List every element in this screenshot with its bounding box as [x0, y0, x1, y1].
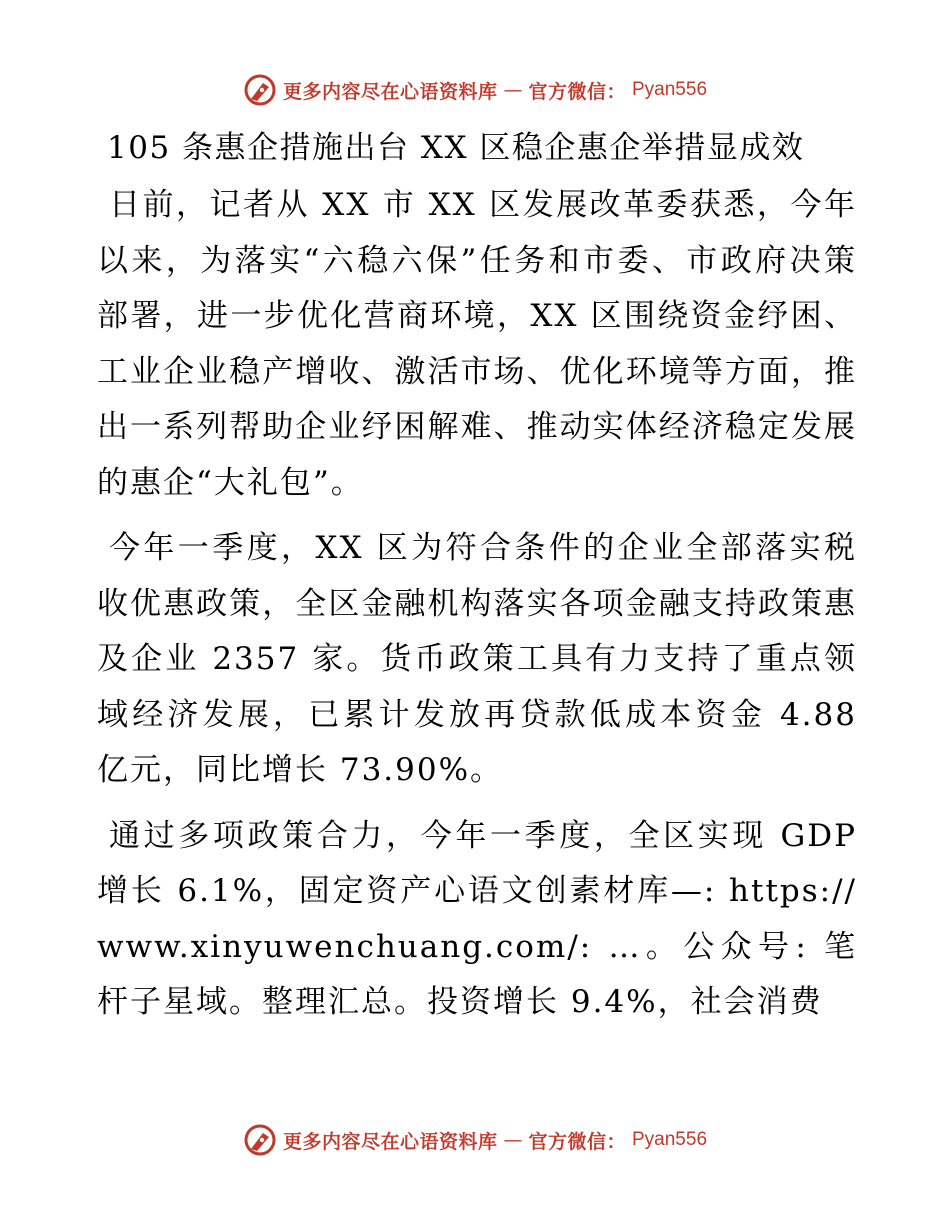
document-body	[97, 122, 857, 1041]
pen-nib-circle-icon	[243, 73, 277, 107]
watermark-separator: —	[503, 79, 523, 101]
watermark-official-label: 官方微信：	[528, 80, 626, 103]
paragraph-1: 日前，记者从 XX 市 XX 区发展改革委获悉，今年以来，为落实“六稳六保”任务和市委、市政府决策部署，进一步优化营商环境，XX 区围绕资金纾困、工业企业稳产增收、激活市场、优化环境等方面，推出一系列帮助企业纾困解难、推动实体经济稳定发展的惠企“大礼包”。	[97, 187, 857, 501]
watermark-text: 更多内容尽在心语资料库	[282, 1130, 498, 1153]
pen-nib-circle-icon	[243, 1123, 277, 1157]
watermark-official-label: 官方微信：	[528, 1130, 626, 1153]
header-watermark-banner	[0, 70, 950, 110]
document-title: 105 条惠企措施出台 XX 区稳企惠企举措显成效	[107, 130, 805, 166]
watermark-handle: Pyan556	[632, 1129, 708, 1150]
paragraph-2: 今年一季度，XX 区为符合条件的企业全部落实税收优惠政策，全区金融机构落实各项金融支持政策惠及企业 2357 家。货币政策工具有力支持了重点领域经济发展，已累计发放再贷款低成本资金 4.88 亿元，同比增长 73.90%。	[97, 530, 857, 788]
paragraph-3: 通过多项政策合力，今年一季度，全区实现 GDP 增长 6.1%，固定资产心语文创素材库—: https://www.xinyuwenchuang.com/: …。公众号: 笔杆子星域。整理汇总。投资增长 9.4%，社会消费	[97, 817, 857, 1020]
watermark-separator: —	[503, 1129, 523, 1151]
watermark-text: 更多内容尽在心语资料库	[282, 80, 498, 103]
footer-watermark	[243, 1123, 707, 1157]
footer-watermark-banner	[0, 1120, 950, 1160]
watermark-handle: Pyan556	[632, 79, 708, 100]
header-watermark	[243, 73, 707, 107]
